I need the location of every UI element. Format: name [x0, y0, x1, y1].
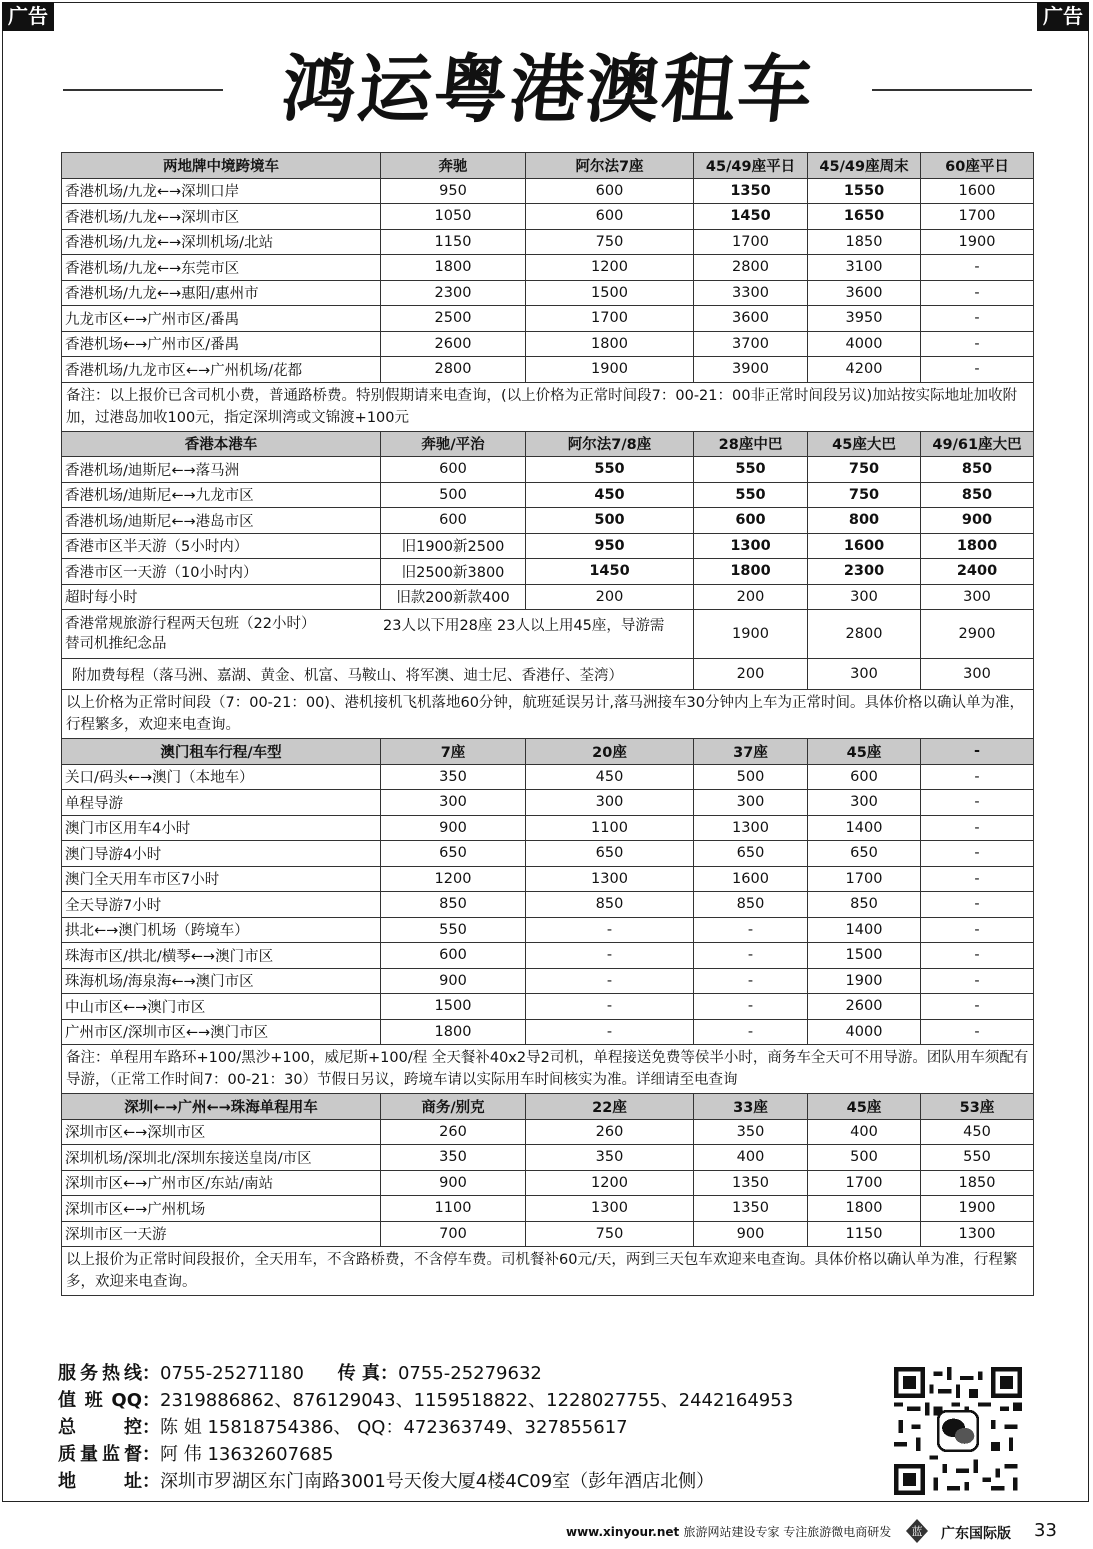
price-cell: 850 [381, 892, 526, 918]
price-cell: 600 [381, 457, 526, 483]
price-cell: 1800 [381, 255, 526, 281]
price-cell: 900 [381, 968, 526, 994]
price-cell: 3900 [694, 357, 808, 383]
route-cell: 香港机场/迪斯尼←→落马洲 [62, 457, 381, 483]
price-cell: 400 [808, 1119, 921, 1145]
table-row [62, 1145, 1034, 1171]
price-cell: 2500 [381, 306, 526, 332]
package-name: 香港常规旅游行程两天包班（22小时） [65, 616, 316, 632]
price-cell: 850 [694, 892, 808, 918]
price-cell: 1450 [526, 559, 694, 585]
price-cell: - [921, 917, 1034, 943]
column-header: 60座平日 [921, 153, 1034, 179]
column-header: 7座 [381, 739, 526, 765]
price-cell: - [694, 943, 808, 969]
price-cell: 2300 [808, 559, 921, 585]
price-cell: - [694, 917, 808, 943]
price-cell: 4000 [808, 331, 921, 357]
price-cell: 1900 [921, 1196, 1034, 1222]
package-vehicle-note: 23人以下用28座 23人以上用45座，导游需 [383, 618, 665, 634]
route-cell: 深圳机场/深圳北/深圳东接送皇岗/市区 [62, 1145, 381, 1171]
table-row [62, 508, 1034, 534]
fax-label: 传 真 [337, 1363, 380, 1384]
table-row [62, 1119, 1034, 1145]
route-cell: 关口/码头←→澳门（本地车） [62, 764, 381, 790]
price-cell: 300 [921, 659, 1034, 690]
column-header: - [921, 739, 1034, 765]
column-header: 深圳←→广州←→珠海单程用车 [62, 1094, 381, 1120]
rates-table [61, 152, 1034, 1296]
price-cell: 600 [808, 764, 921, 790]
price-cell: 2300 [381, 280, 526, 306]
package-description [62, 610, 694, 659]
price-cell: 1150 [381, 229, 526, 255]
price-cell: 1600 [808, 533, 921, 559]
table-row [62, 584, 1034, 610]
price-cell: - [526, 1019, 694, 1045]
price-cell: 900 [381, 815, 526, 841]
price-cell: 4000 [808, 1019, 921, 1045]
price-cell: 650 [381, 841, 526, 867]
price-cell: 1200 [381, 866, 526, 892]
route-cell: 澳门市区用车4小时 [62, 815, 381, 841]
column-header: 20座 [526, 739, 694, 765]
column-header: 澳门租车行程/车型 [62, 739, 381, 765]
table-row [62, 204, 1034, 230]
contact-info [58, 1360, 858, 1495]
price-cell: - [921, 968, 1034, 994]
price-cell: 300 [808, 659, 921, 690]
column-header: 阿尔法7座 [526, 153, 694, 179]
price-cell: 1150 [808, 1221, 921, 1247]
route-cell: 全天导游7小时 [62, 892, 381, 918]
price-cell: 1100 [381, 1196, 526, 1222]
quality-info: 阿 伟 13632607685 [160, 1444, 334, 1465]
route-cell: 九龙市区←→广州市区/番禺 [62, 306, 381, 332]
publisher-logo-char: 蓝 [911, 1525, 923, 1538]
section-header-row [62, 153, 1034, 179]
quality-label: 质量监督 [58, 1444, 142, 1465]
price-cell: 2800 [381, 357, 526, 383]
route-cell: 香港机场/迪斯尼←→港岛市区 [62, 508, 381, 534]
address-row: 地址：深圳市罗湖区东门南路3001号天俊大厦4楼4C09室（彭年酒店北侧） [58, 1468, 858, 1495]
price-cell: 1600 [921, 178, 1034, 204]
price-cell: 900 [921, 508, 1034, 534]
price-cell: 2800 [694, 255, 808, 281]
table-row [62, 357, 1034, 383]
price-cell: 750 [526, 229, 694, 255]
table-row [62, 331, 1034, 357]
price-cell: 1050 [381, 204, 526, 230]
price-cell: 1600 [694, 866, 808, 892]
price-cell: 750 [526, 1221, 694, 1247]
route-cell: 珠海机场/海泉海←→澳门市区 [62, 968, 381, 994]
table-row [62, 790, 1034, 816]
table-row [62, 255, 1034, 281]
qq-numbers: 2319886862、876129043、1159518822、1228027755、2442164953 [160, 1390, 794, 1411]
price-cell: 900 [694, 1221, 808, 1247]
route-cell: 珠海市区/拱北/横琴←→澳门市区 [62, 943, 381, 969]
column-header: 33座 [694, 1094, 808, 1120]
price-cell: - [921, 790, 1034, 816]
address-label: 地址 [58, 1471, 142, 1492]
price-cell: 2400 [921, 559, 1034, 585]
address-info: 深圳市罗湖区东门南路3001号天俊大厦4楼4C09室（彭年酒店北侧） [160, 1471, 715, 1492]
price-cell: - [694, 1019, 808, 1045]
section-note-row [62, 382, 1034, 431]
column-header: 45座 [808, 1094, 921, 1120]
column-header: 53座 [921, 1094, 1034, 1120]
price-cell: 1500 [526, 280, 694, 306]
price-cell: - [694, 994, 808, 1020]
column-header: 45座大巴 [808, 431, 921, 457]
price-cell: 500 [526, 508, 694, 534]
price-cell: 1850 [808, 229, 921, 255]
price-cell: 1350 [694, 178, 808, 204]
price-cell: 950 [381, 178, 526, 204]
column-header: 45/49座周末 [808, 153, 921, 179]
column-header: 商务/别克 [381, 1094, 526, 1120]
price-cell: 400 [694, 1145, 808, 1171]
route-cell: 超时每小时 [62, 584, 381, 610]
price-cell: 1300 [526, 1196, 694, 1222]
price-cell: 350 [694, 1119, 808, 1145]
section-note: 备注：单程用车路环+100/黑沙+100，威尼斯+100/程 全天餐补40x2导2司机，单程接送免费等侯半小时，商务车全天可不用导游。团队用车须配有导游，（正常工作时间7：00-21：30）节假日另议，跨境车请以实际用车时间核实为准。详细请至电查询 [62, 1045, 1034, 1094]
price-cell: 2600 [381, 331, 526, 357]
section-note: 以上报价为正常时间段报价，全天用车，不含路桥费，不含停车费。司机餐补60元/天，两到三天包车欢迎来电查询。具体价格以确认单为准，行程繁多，欢迎来电查询。 [62, 1247, 1034, 1296]
column-header: 奔驰/平治 [381, 431, 526, 457]
page-number: 33 [1034, 1520, 1057, 1541]
price-cell: 850 [921, 482, 1034, 508]
price-cell: 450 [921, 1119, 1034, 1145]
price-cell: 450 [526, 482, 694, 508]
price-cell: 旧2500新3800 [381, 559, 526, 585]
price-cell: - [921, 841, 1034, 867]
price-cell: 850 [921, 457, 1034, 483]
price-cell: 1550 [808, 178, 921, 204]
route-cell: 单程导游 [62, 790, 381, 816]
price-cell: - [921, 255, 1034, 281]
price-cell: 900 [381, 1170, 526, 1196]
price-cell: 1800 [381, 1019, 526, 1045]
hotline-number: 0755-25271180 [160, 1363, 304, 1384]
price-cell: 550 [694, 457, 808, 483]
table-row [62, 917, 1034, 943]
price-cell: - [921, 280, 1034, 306]
table-row [62, 457, 1034, 483]
price-cell: 1200 [526, 1170, 694, 1196]
hotline-label: 服务热线 [58, 1363, 142, 1384]
route-cell: 深圳市区←→深圳市区 [62, 1119, 381, 1145]
column-header: 阿尔法7/8座 [526, 431, 694, 457]
page-footer [0, 1519, 1093, 1547]
price-cell: 1900 [921, 229, 1034, 255]
price-cell: 750 [808, 482, 921, 508]
price-cell: 1800 [921, 533, 1034, 559]
price-cell: - [526, 943, 694, 969]
price-cell: - [921, 331, 1034, 357]
price-cell: 300 [381, 790, 526, 816]
price-cell: 1200 [526, 255, 694, 281]
route-cell: 深圳市区←→广州市区/东站/南站 [62, 1170, 381, 1196]
price-cell: 300 [921, 584, 1034, 610]
price-cell: 650 [526, 841, 694, 867]
route-cell: 深圳市区←→广州机场 [62, 1196, 381, 1222]
price-cell: - [921, 815, 1034, 841]
price-cell: 2600 [808, 994, 921, 1020]
price-cell: 600 [381, 508, 526, 534]
footer-slogan: 旅游网站建设专家 专注旅游微电商研发 [683, 1525, 892, 1539]
table-row [62, 1170, 1034, 1196]
price-cell: 2800 [808, 610, 921, 659]
price-cell: - [694, 968, 808, 994]
section-note: 备注：以上报价已含司机小费，普通路桥费。特别假期请来电查询，(以上价格为正常时间段7：00-21：00非正常时间段另议)加站按实际地址加收附加，过港岛加收100元，指定深圳湾或文锦渡+100元 [62, 382, 1034, 431]
price-cell: 3600 [808, 280, 921, 306]
price-cell: 950 [526, 533, 694, 559]
route-cell: 深圳市区一天游 [62, 1221, 381, 1247]
column-header: 香港本港车 [62, 431, 381, 457]
price-cell: - [921, 306, 1034, 332]
table-row [62, 1196, 1034, 1222]
section-note-row [62, 1247, 1034, 1296]
route-cell: 香港机场/九龙←→深圳机场/北站 [62, 229, 381, 255]
price-cell: 1300 [526, 866, 694, 892]
price-cell: - [921, 866, 1034, 892]
price-cell: 300 [694, 790, 808, 816]
route-cell: 香港机场/九龙←→深圳市区 [62, 204, 381, 230]
route-cell: 香港机场←→广州市区/番禺 [62, 331, 381, 357]
price-cell: 200 [694, 659, 808, 690]
column-header: 37座 [694, 739, 808, 765]
price-cell: 600 [526, 178, 694, 204]
extra-fee-row [62, 659, 1034, 690]
price-cell: 3100 [808, 255, 921, 281]
price-cell: 1650 [808, 204, 921, 230]
price-cell: 550 [526, 457, 694, 483]
route-cell: 拱北←→澳门机场（跨境车） [62, 917, 381, 943]
price-cell: 600 [381, 943, 526, 969]
price-cell: - [921, 357, 1034, 383]
price-cell: 650 [808, 841, 921, 867]
table-row [62, 764, 1034, 790]
route-cell: 广州市区/深圳市区←→澳门市区 [62, 1019, 381, 1045]
column-header: 22座 [526, 1094, 694, 1120]
table-row [62, 280, 1034, 306]
table-row [62, 815, 1034, 841]
route-cell: 澳门全天用车市区7小时 [62, 866, 381, 892]
price-cell: - [921, 994, 1034, 1020]
qr-code-icon [893, 1367, 1023, 1495]
ad-label-right: 广告 [1037, 2, 1089, 31]
route-cell: 香港机场/迪斯尼←→九龙市区 [62, 482, 381, 508]
fax-number: 0755-25279632 [397, 1363, 542, 1384]
price-cell: 500 [381, 482, 526, 508]
table-row [62, 943, 1034, 969]
qq-label: 值班QQ [58, 1390, 142, 1411]
price-cell: - [526, 994, 694, 1020]
table-row [62, 229, 1034, 255]
price-cell: 350 [526, 1145, 694, 1171]
section-note: 以上价格为正常时间段（7：00-21：00)、港机接机飞机落地60分钟，航班延误另计,落马洲接车30分钟内上车为正常时间。具体价格以确认单为准，行程繁多，欢迎来电查询。 [62, 690, 1034, 739]
price-cell: 1350 [694, 1196, 808, 1222]
column-header: 49/61座大巴 [921, 431, 1034, 457]
qq-row: 值班QQ：2319886862、876129043、1159518822、1228027755、2442164953 [58, 1387, 858, 1414]
price-cell: - [921, 892, 1034, 918]
price-cell: 300 [808, 790, 921, 816]
route-cell: 香港机场/九龙←→惠阳/惠州市 [62, 280, 381, 306]
price-cell: 260 [381, 1119, 526, 1145]
price-cell: 1450 [694, 204, 808, 230]
price-cell: 260 [526, 1119, 694, 1145]
manager-label: 总控 [58, 1417, 142, 1438]
column-header: 45座 [808, 739, 921, 765]
price-cell: 1100 [526, 815, 694, 841]
route-cell: 香港机场/九龙市区←→广州机场/花都 [62, 357, 381, 383]
price-cell: 4200 [808, 357, 921, 383]
price-cell: 700 [381, 1221, 526, 1247]
column-header: 28座中巴 [694, 431, 808, 457]
price-cell: 1700 [808, 1170, 921, 1196]
manager-row: 总控：陈 姐 15818754386、 QQ：472363749、327855617 [58, 1414, 858, 1441]
table-row [62, 968, 1034, 994]
column-header: 奔驰 [381, 153, 526, 179]
ad-label-left: 广告 [2, 2, 54, 31]
table-row [62, 892, 1034, 918]
price-cell: - [526, 968, 694, 994]
price-cell: 650 [694, 841, 808, 867]
footer-edition: 广东国际版 [941, 1526, 1011, 1542]
package-name-cont: 替司机推纪念品 [65, 636, 167, 652]
route-cell: 香港机场/九龙←→东莞市区 [62, 255, 381, 281]
price-cell: 300 [526, 790, 694, 816]
price-cell: 200 [694, 584, 808, 610]
price-cell: - [921, 764, 1034, 790]
section-header-row [62, 431, 1034, 457]
title-banner [0, 40, 1093, 140]
price-cell: - [921, 943, 1034, 969]
price-cell: 3700 [694, 331, 808, 357]
hotline-row: 服务热线：0755-25271180 传 真：0755-25279632 [58, 1360, 858, 1387]
price-cell: 1500 [808, 943, 921, 969]
column-header: 两地牌中境跨境车 [62, 153, 381, 179]
price-cell: 1500 [381, 994, 526, 1020]
table-row [62, 994, 1034, 1020]
table-row [62, 178, 1034, 204]
table-row [62, 841, 1034, 867]
route-cell: 中山市区←→澳门市区 [62, 994, 381, 1020]
price-cell: 1800 [694, 559, 808, 585]
table-row [62, 559, 1034, 585]
table-row [62, 482, 1034, 508]
footer-website [566, 1523, 891, 1540]
price-cell: 1800 [808, 1196, 921, 1222]
column-header: 45/49座平日 [694, 153, 808, 179]
table-row [62, 1221, 1034, 1247]
manager-info: 陈 姐 15818754386、 QQ：472363749、327855617 [160, 1417, 628, 1438]
package-row [62, 610, 1034, 659]
publisher-logo-icon [906, 1519, 928, 1543]
price-cell: 1700 [808, 866, 921, 892]
quality-row: 质量监督：阿 伟 13632607685 [58, 1441, 858, 1468]
section-header-row [62, 1094, 1034, 1120]
price-cell: 500 [808, 1145, 921, 1171]
price-cell: 旧1900新2500 [381, 533, 526, 559]
section-note-row [62, 1045, 1034, 1094]
price-cell: 3600 [694, 306, 808, 332]
table-row [62, 1019, 1034, 1045]
price-cell: 550 [381, 917, 526, 943]
price-cell: 1300 [694, 815, 808, 841]
price-cell: 300 [808, 584, 921, 610]
route-cell: 香港机场/九龙←→深圳口岸 [62, 178, 381, 204]
price-cell: 1400 [808, 815, 921, 841]
price-cell: 1800 [526, 331, 694, 357]
price-cell: 850 [808, 892, 921, 918]
footer-url: www.xinyour.net [566, 1525, 680, 1539]
price-cell: - [526, 917, 694, 943]
route-cell: 香港市区半天游（5小时内） [62, 533, 381, 559]
price-cell: 850 [526, 892, 694, 918]
price-cell: - [921, 1019, 1034, 1045]
title-rule-right [872, 89, 1032, 91]
price-cell: 200 [526, 584, 694, 610]
price-cell: 1700 [694, 229, 808, 255]
price-cell: 750 [808, 457, 921, 483]
price-cell: 500 [694, 764, 808, 790]
table-row [62, 306, 1034, 332]
price-cell: 1700 [526, 306, 694, 332]
price-cell: 350 [381, 764, 526, 790]
page-title: 鸿运粤港澳租车 [277, 47, 819, 133]
section-note-row [62, 690, 1034, 739]
price-cell: 1900 [694, 610, 808, 659]
price-cell: 800 [808, 508, 921, 534]
table-row [62, 533, 1034, 559]
extra-fee-description: 附加费每程（落马洲、嘉湖、黄金、机富、马鞍山、将军澳、迪士尼、香港仔、荃湾） [62, 659, 694, 690]
price-cell: 1400 [808, 917, 921, 943]
price-cell: 3300 [694, 280, 808, 306]
price-cell: 350 [381, 1145, 526, 1171]
table-row [62, 866, 1034, 892]
price-cell: 1850 [921, 1170, 1034, 1196]
price-cell: 1900 [808, 968, 921, 994]
section-header-row [62, 739, 1034, 765]
price-cell: 2900 [921, 610, 1034, 659]
price-cell: 1300 [694, 533, 808, 559]
price-cell: 550 [921, 1145, 1034, 1171]
price-cell: 旧款200新款400 [381, 584, 526, 610]
price-cell: 3950 [808, 306, 921, 332]
price-cell: 600 [694, 508, 808, 534]
route-cell: 澳门导游4小时 [62, 841, 381, 867]
price-cell: 600 [526, 204, 694, 230]
price-cell: 550 [694, 482, 808, 508]
price-cell: 1350 [694, 1170, 808, 1196]
title-rule-left [63, 89, 223, 91]
route-cell: 香港市区一天游（10小时内） [62, 559, 381, 585]
price-cell: 1300 [921, 1221, 1034, 1247]
price-cell: 1900 [526, 357, 694, 383]
price-cell: 450 [526, 764, 694, 790]
price-cell: 1700 [921, 204, 1034, 230]
